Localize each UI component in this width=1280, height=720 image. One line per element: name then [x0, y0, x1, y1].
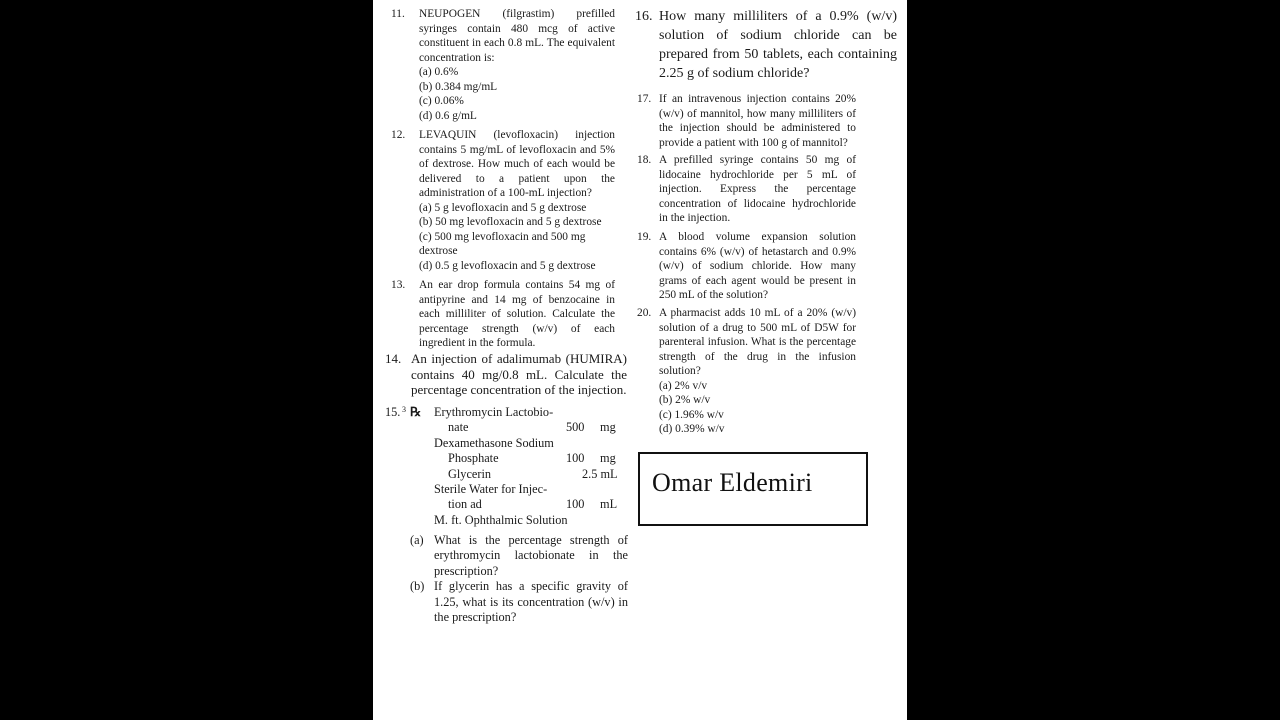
ingredient-unit: mg: [600, 420, 616, 435]
ingredient-name: Phosphate: [448, 451, 499, 466]
ingredient-name: tion ad: [448, 497, 482, 512]
part-text: What is the percentage strength of erythromycin lactobionate in the prescription?: [434, 533, 628, 578]
question-14: [385, 351, 627, 398]
question-20: [637, 306, 856, 437]
option-c: (c) 0.06%: [419, 95, 464, 107]
option-a: (a) 5 g levofloxacin and 5 g dextrose: [419, 201, 587, 214]
question-text: If an intravenous injection contains 20% (w/v) of mannitol, how many milliliters of the injection should be administered to provide a patient with 100 g of mannitol?: [659, 93, 856, 149]
ingredient-unit: mg: [600, 451, 616, 466]
question-number: 13.: [391, 279, 406, 291]
question-12: [391, 128, 615, 273]
document-page: [373, 0, 907, 720]
option-a: (a) 2% v/v: [659, 379, 708, 392]
ingredient-name: M. ft. Ophthalmic Solution: [434, 512, 568, 527]
ingredient-name: Dexamethasone Sodium: [434, 435, 554, 450]
question-18: [637, 153, 856, 226]
option-a: (a) 0.6%: [419, 66, 459, 78]
part-label: (a): [410, 533, 424, 547]
question-number: 15.: [385, 405, 401, 419]
question-text: How many milliliters of a 0.9% (w/v) solution of sodium chloride can be prepared from 50 tablets, each containing 2.25 g of sodium chloride?: [659, 9, 897, 81]
question-number: 11.: [391, 8, 405, 20]
question-number: 17.: [637, 93, 652, 105]
prescription-line: [434, 405, 634, 420]
ingredient-name: nate: [448, 420, 469, 435]
rx-symbol: ℞: [410, 405, 422, 419]
part-a: [410, 533, 628, 579]
question-number: 16.: [635, 9, 653, 24]
ingredient-unit: mL: [600, 497, 618, 512]
option-b: (b) 50 mg levofloxacin and 5 g dextrose: [419, 216, 602, 228]
question-15-parts: [410, 533, 628, 625]
question-text: LEVAQUIN (levofloxacin) injection contains 5 mg/mL of levofloxacin and 5% of dextrose. How much of each would be delivered to a patient upon the administration of a 100-mL injection?: [419, 129, 615, 199]
option-c: (c) 500 mg levofloxacin and 500 mg dextrose: [419, 230, 586, 257]
question-text: NEUPOGEN (filgrastim) prefilled syringes contain 480 mcg of active constituent in each 0.8 mL. The equivalent concentration is:: [419, 8, 615, 64]
prescription-line: [434, 497, 634, 512]
ingredient-name: Erythromycin Lactobio-: [434, 405, 554, 419]
option-d: (d) 0.39% w/v: [659, 423, 725, 435]
footnote-marker: 3: [402, 405, 406, 414]
prescription-line: [434, 482, 634, 497]
watermark-box: [638, 452, 868, 526]
question-number: 12.: [391, 129, 406, 141]
part-b: [410, 579, 628, 625]
question-text: A pharmacist adds 10 mL of a 20% (w/v) solution of a drug to 500 mL of D5W for parenteral infusion. What is the percentage strength of the drug in the infusion solution?: [659, 307, 856, 377]
watermark-text: Omar Eldemiri: [652, 468, 813, 497]
question-number: 20.: [637, 307, 652, 319]
part-text: If glycerin has a specific gravity of 1.25, what is its concentration (w/v) in the prescription?: [434, 579, 628, 625]
prescription-line: [434, 451, 634, 466]
question-number: 14.: [385, 351, 402, 366]
part-label: (b): [410, 579, 425, 594]
question-text: An ear drop formula contains 54 mg of antipyrine and 14 mg of benzocaine in each milliliter of solution. Calculate the percentage strength (w/v) of each ingredient in the formula.: [419, 279, 615, 349]
prescription-line: [434, 467, 634, 482]
option-c: (c) 1.96% w/v: [659, 408, 724, 421]
question-text: An injection of adalimumab (HUMIRA) contains 40 mg/0.8 mL. Calculate the percentage concentration of the injection.: [411, 351, 627, 397]
question-text: A blood volume expansion solution contains 6% (w/v) of hetastarch and 0.9% (w/v) of sodium chloride. How many grams of each agent would be present in 250 mL of the solution?: [659, 231, 856, 301]
option-d: (d) 0.6 g/mL: [419, 109, 477, 122]
prescription-line: [434, 436, 634, 451]
option-b: (b) 2% w/v: [659, 394, 711, 406]
prescription-line: [434, 420, 634, 435]
question-number: 18.: [637, 154, 652, 166]
question-17: [637, 92, 856, 150]
question-13: [391, 278, 615, 351]
ingredient-amount: 2.5 mL: [582, 466, 618, 481]
question-16: [635, 7, 897, 83]
question-text: A prefilled syringe contains 50 mg of lidocaine hydrochloride per 5 mL of injection. Express the percentage concentration of lidocaine hydrochloride in the injection.: [659, 154, 856, 224]
option-b: (b) 0.384 mg/mL: [419, 80, 498, 93]
ingredient-amount: 100: [566, 497, 585, 512]
prescription-lines: [434, 405, 634, 528]
ingredient-name: Glycerin: [448, 466, 492, 481]
question-number: 19.: [637, 231, 652, 243]
ingredient-name: Sterile Water for Injec-: [434, 481, 548, 496]
prescription-line: [434, 513, 634, 528]
option-d: (d) 0.5 g levofloxacin and 5 g dextrose: [419, 259, 596, 272]
question-19: [637, 230, 856, 303]
question-11: [391, 7, 615, 123]
ingredient-amount: 500: [566, 420, 585, 435]
ingredient-amount: 100: [566, 451, 585, 466]
